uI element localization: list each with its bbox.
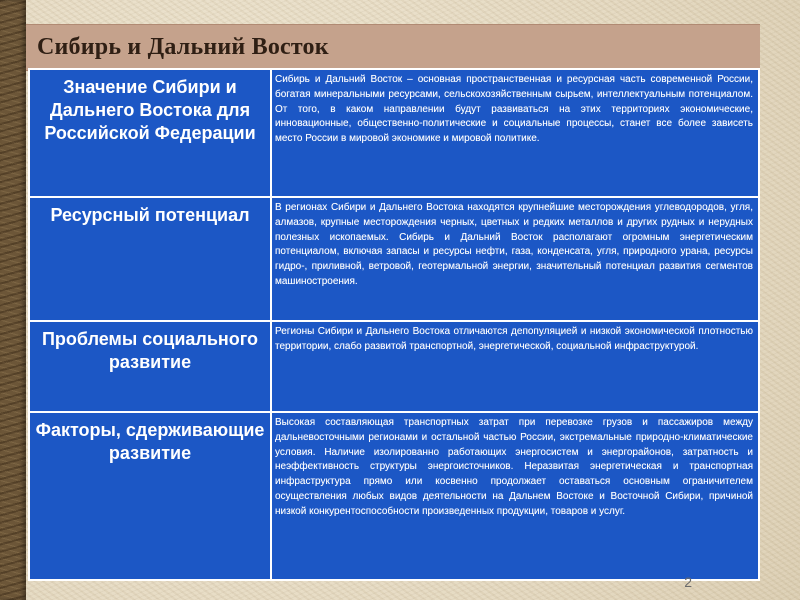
row-text: В регионах Сибири и Дальнего Востока находятся крупнейшие месторождения углеводородов, угля, алмазов, крупные месторождения черных, цветных и редких металлов и других рудных и нерудных полезных ископаемых. Сибирь и Дальний Восток располагают огромным энергетическим потенциалом, включая запасы и ресурсы нефти, газа, конденсата, угля, природного урана, ресурсы гидро-, приливной, ветровой, геотермальной энергии, значительный потенциал развития сегментов машиностроения.	[271, 197, 759, 321]
row-text: Высокая составляющая транспортных затрат при перевозке грузов и пассажиров между дальневосточными регионами и остальной частью России, экстремальные природно-климатические условия. Наличие изолированно работающих энергосистем и энергорайонов, затратность и неэффективность структуры энергоисточников. Неразвитая энергетическая и транспортная инфраструктура прямо или косвенно продолжает оставаться основным ограничителем осуществления любых видов деятельности на Дальнем Востоке и Восточной Сибири, причиной низкой конкурентоспособности произведенных продукции, товаров и услуг.	[271, 412, 759, 580]
row-heading: Ресурсный потенциал	[29, 197, 271, 321]
row-text: Регионы Сибири и Дальнего Востока отличаются депопуляцией и низкой экономической плотностью территории, слабо развитой транспортной, энергетической, социальной инфраструктурой.	[271, 321, 759, 412]
slide-title: Сибирь и Дальний Восток	[37, 34, 329, 60]
row-heading: Значение Сибири и Дальнего Востока для Российской Федерации	[29, 69, 271, 197]
row-heading: Факторы, сдерживающие развитие	[29, 412, 271, 580]
row-heading: Проблемы социального развитие	[29, 321, 271, 412]
row-text: Сибирь и Дальний Восток – основная пространственная и ресурсная часть современной России, богатая минеральными ресурсами, сельскохозяйственным сырьем, интеллектуальным потенциалом. От того, в каком направлении будут развиваться на этих территориях экономические, инновационные, общественно-политические и социальные процессы, станет все более зависеть место России в мировой экономике и мировой политике.	[271, 69, 759, 197]
table-row	[29, 197, 759, 321]
table-row	[29, 321, 759, 412]
page-number: 2	[684, 574, 692, 590]
table	[28, 68, 760, 581]
decorative-left-strip	[0, 0, 26, 600]
info-table	[28, 68, 760, 581]
title-band	[26, 24, 760, 71]
table-row	[29, 69, 759, 197]
table-row	[29, 412, 759, 580]
